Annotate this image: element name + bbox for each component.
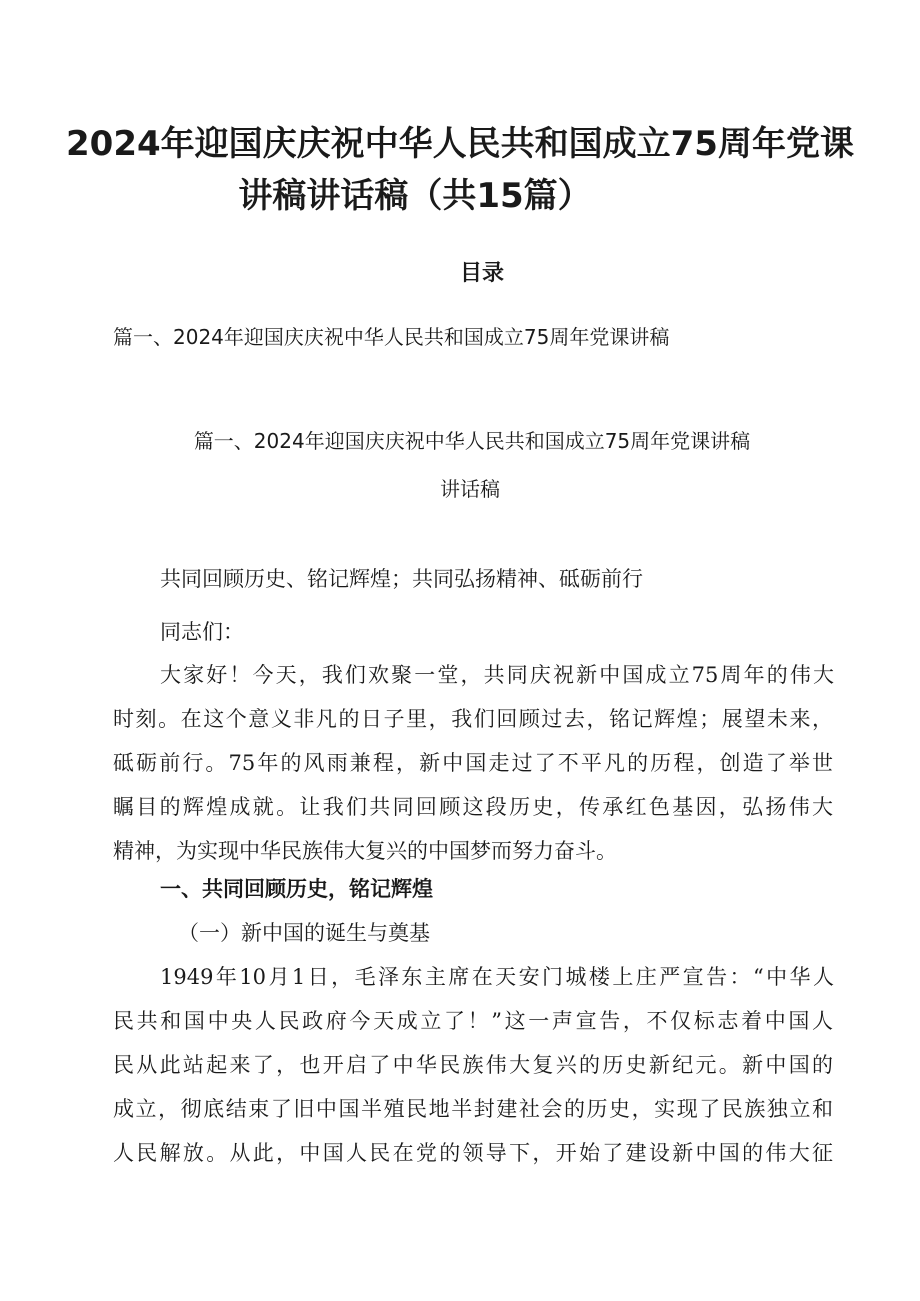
paragraph-2-line: 1949年10月1日，毛泽东主席在天安门城楼上庄严宣告：“中华人 <box>160 965 834 989</box>
section-title-line-1: 篇一、2024年迎国庆庆祝中华人民共和国成立75周年党课讲稿 <box>193 429 751 453</box>
heading-level-2: （一）新中国的诞生与奠基 <box>178 921 430 945</box>
paragraph-1-line: 大家好！今天，我们欢聚一堂，共同庆祝新中国成立75周年的伟大 <box>160 663 834 687</box>
toc-item[interactable]: 篇一、2024年迎国庆庆祝中华人民共和国成立75周年党课讲稿 <box>113 325 670 349</box>
heading-level-1: 一、共同回顾历史，铭记辉煌 <box>160 877 433 901</box>
subtitle-line: 共同回顾历史、铭记辉煌；共同弘扬精神、砥砺前行 <box>160 567 643 591</box>
paragraph-2-line: 民共和国中央人民政府今天成立了！”这一声宣告，不仅标志着中国人 <box>113 1009 833 1033</box>
salutation: 同志们： <box>160 620 244 644</box>
document-title-line-2: 讲稿讲话稿（共15篇） <box>238 176 592 216</box>
paragraph-1-line: 时刻。在这个意义非凡的日子里，我们回顾过去，铭记辉煌；展望未来， <box>113 707 833 731</box>
document-title-line-1: 2024年迎国庆庆祝中华人民共和国成立75周年党课 <box>66 124 854 164</box>
toc-heading: 目录 <box>459 261 504 286</box>
paragraph-2-line: 民从此站起来了，也开启了中华民族伟大复兴的历史新纪元。新中国的 <box>113 1053 833 1077</box>
paragraph-1-line: 瞩目的辉煌成就。让我们共同回顾这段历史，传承红色基因，弘扬伟大 <box>113 795 833 819</box>
paragraph-2-line: 人民解放。从此，中国人民在党的领导下，开始了建设新中国的伟大征 <box>113 1141 833 1165</box>
paragraph-1-line: 精神，为实现中华民族伟大复兴的中国梦而努力奋斗。 <box>113 839 617 863</box>
paragraph-1-line: 砥砺前行。75年的风雨兼程，新中国走过了不平凡的历程，创造了举世 <box>113 751 833 775</box>
section-title-line-2: 讲话稿 <box>440 477 500 501</box>
paragraph-2-line: 成立，彻底结束了旧中国半殖民地半封建社会的历史，实现了民族独立和 <box>113 1097 833 1121</box>
